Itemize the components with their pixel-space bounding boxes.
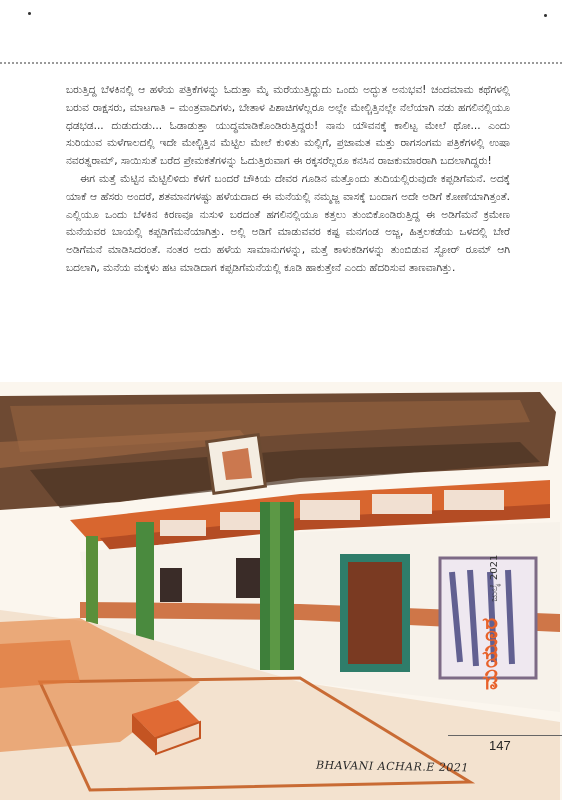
corner-mark-top-right xyxy=(544,14,547,17)
page-number: 147 xyxy=(489,738,511,753)
paragraph-1: ಬರುತ್ತಿದ್ದ ಬೆಳಕಿನಲ್ಲಿ ಆ ಹಳೆಯ ಪತ್ರಿಕೆಗಳನ್ನು ಓದುತ್ತಾ ಮೈ ಮರೆಯುತ್ತಿದ್ದುದು ಒಂದು ಅದ್ಭುತ ಅನುಭವ! ಚಂದಮಾಮ ಕಥೆಗಳಲ್ಲಿ ಬರುವ ರಾಕ್ಷಸರು, ಮಾಟಗಾತಿ – ಮಂತ್ರವಾದಿಗಳು, ಬೇತಾಳ ಪಿಶಾಚಿಗಳೆಲ್ಲರೂ ಅಲ್ಲೇ ಮೇಲ್ಚಿತ್ತಿನಲ್ಲೇ ನೆಲೆಯಾಗಿ ನಡು ಹಗಲಿನಲ್ಲಿಯೂ ಧಡಭಡ... ದುಡುದುಡು... ಓಡಾಡುತ್ತಾ ಯುದ್ಧಮಾಡಿಕೊಂಡಿರುತ್ತಿದ್ದರು! ನಾನು ಯೌವನಕ್ಕೆ ಕಾಲಿಟ್ಟ ಮೇಲೆ ಥೋ... ಎಂದು ಸುರಿಯುವ ಮಳೆಗಾಲದಲ್ಲಿ ಇದೇ ಮೇಲ್ಚಿತ್ತಿನ ಮೆಟ್ಟಿಲ ಮೇಲೆ ಕುಳಿತು ಮಲ್ಲಿಗೆ, ಪ್ರಜಾಮತ ಮತ್ತು ರಾಗಸಂಗಮ ಪತ್ರಿಕೆಗಳಲ್ಲಿ ಉಷಾ ನವರತ್ನರಾಮ್, ಸಾಯಿಸುತೆ ಬರೆದ ಪ್ರೇಮಕತೆಗಳನ್ನು ಓದುತ್ತಿರುವಾಗ ಈ ರಕ್ಕಸರೆಲ್ಲರೂ ಕನಸಿನ ರಾಜಕುಮಾರರಾಗಿ ಬದಲಾಗಿದ್ದರು! xyxy=(66,84,510,168)
header-divider xyxy=(0,62,562,64)
paragraph-2: ಈಗ ಮತ್ತೆ ಮೆಟ್ಟಿನ ಮೆಟ್ಟಿಲಿಳಿದು ಕೆಳಗೆ ಬಂದರೆ ಚೌಕಿಯ ದೇವರ ಗೂಡಿನ ಮತ್ತೊಂದು ತುದಿಯಲ್ಲಿರುವುದೇ ಕಪ್ಪಡಿಗೆಮನೆ. ಅದಕ್ಕೆ ಯಾಕೆ ಆ ಹೆಸರು ಅಂದರೆ, ಶತಮಾನಗಳಷ್ಟು ಹಳೆಯದಾದ ಈ ಮನೆಯಲ್ಲಿ ನಮ್ಮಜ್ಜ ವಾಸಕ್ಕೆ ಬಂದಾಗ ಅದೇ ಅಡಿಗೆ ಕೋಣೆಯಾಗಿತ್ತಂತೆ. ಎಲ್ಲಿಯೂ ಒಂದು ಬೆಳಕಿನ ಕಿರಣವೂ ನುಸುಳಿ ಬರದಂತೆ ಹಗಲಿನಲ್ಲಿಯೂ ಕತ್ತಲು ತುಂಬಿಕೊಂಡಿರುತ್ತಿದ್ದ ಈ ಅಡಿಗೆಮನೆ ಕ್ರಮೇಣ ಮನೆಯವರ ಬಾಯಲ್ಲಿ ಕಪ್ಪಡಿಗೆಮನೆಯಾಗಿತ್ತು. ಅಲ್ಲಿ ಅಡಿಗೆ ಮಾಡುವವರ ಕಷ್ಟ ಮನಗಂಡ ಅಜ್ಜ, ಹಿತ್ತಲಕಡೆಯ ಒಳದಲ್ಲಿ ಬೇರೆ ಅಡಿಗೆಮನೆ ಮಾಡಿಸಿದರಂತೆ. ನಂತರ ಅದು ಹಳೆಯ ಸಾಮಾನುಗಳನ್ನು, ಮತ್ತೆ ಕಾಳುಕಡಿಗಳನ್ನು ತುಂಬಿಡುವ ಸ್ಟೋರ್ ರೂಮ್ ಆಗಿ ಬದಲಾಗಿ, ಮನೆಯ ಮಕ್ಕಳು ಹಟ ಮಾಡಿದಾಗ ಕಪ್ಪಡಿಗೆಮನೆಯಲ್ಲಿ ಕೂಡಿ ಹಾಕುತ್ತೇನೆ ಎಂದು ಹೆದರಿಸುವ ತಾಣವಾಗಿತ್ತು. xyxy=(66,172,510,274)
artist-signature: BHAVANI ACHAR.E 2021 xyxy=(315,758,469,775)
article-body xyxy=(66,82,510,278)
issue-date: ಜುಲೈ 2021 xyxy=(489,554,500,602)
magazine-name: ಮಯೂರ xyxy=(478,616,503,690)
magazine-masthead xyxy=(478,555,503,690)
page-number-rule xyxy=(448,735,562,736)
corner-mark-top-left xyxy=(28,12,31,15)
